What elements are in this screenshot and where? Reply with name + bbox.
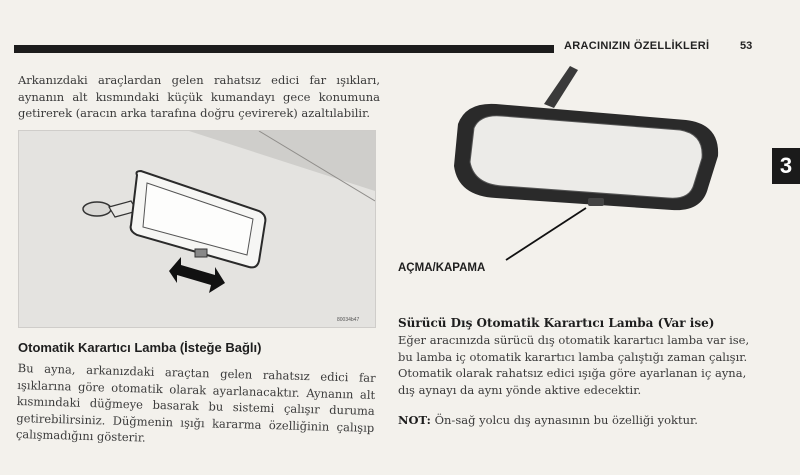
driver-mirror-body: Eğer aracınızda sürücü dış otomatik karartıcı lamba var ise, bu lamba iç otomatik karartıcı lamba çalıştığı zaman çalışır. Otomatik olarak rahatsız edici ışığa göre ayarlanan iç ayna, dış aynayı da aynı yönde aktive edecektir.	[398, 333, 750, 397]
figure-code: 80034b47	[337, 317, 360, 323]
note-label: NOT:	[398, 413, 431, 427]
auto-dimming-heading: Otomatik Karartıcı Lamba (İsteğe Bağlı)	[18, 340, 262, 355]
page-number: 53	[740, 40, 753, 52]
mirror-mount	[83, 202, 111, 216]
chapter-tab: 3	[772, 148, 800, 184]
double-arrow-icon	[169, 257, 225, 293]
auto-dimming-mirror-drawing	[436, 66, 736, 286]
section-title: ARACINIZIN ÖZELLİKLERİ	[564, 40, 710, 52]
driver-mirror-heading: Sürücü Dış Otomatik Karartıcı Lamba (Var ise)	[398, 316, 715, 330]
right-mirror-illustration	[436, 66, 736, 286]
on-off-button	[588, 198, 604, 206]
header-rule	[14, 45, 554, 53]
mirror-stalk	[544, 66, 578, 108]
note-text: Ön-sağ yolcu dış aynasının bu özelliği yoktur.	[430, 413, 698, 427]
intro-paragraph: Arkanızdaki araçlardan gelen rahatsız edici far ışıkları, aynanın alt kısmındaki küçük kumandayı gece konumuna getirerek (aracın arka tarafına doğru çevirerek) azaltılabilir.	[18, 73, 380, 120]
note-paragraph	[398, 412, 754, 429]
auto-dimming-body: Bu ayna, arkanızdaki araçtan gelen rahatsız edici far ışıklarına göre otomatik olarak ayarlanacaktır. Aynanın alt kısmındaki düğmeye basarak bu sistemi çalışır duruma getirebilirsiniz. Düğmenin ışığı kararma özelliğinin çalışıp çalışmadığını gösterir.	[15, 360, 376, 445]
left-mirror-illustration	[18, 130, 376, 328]
callout-line	[506, 208, 586, 260]
day-night-mirror-drawing	[19, 131, 375, 327]
on-off-callout-label: AÇMA/KAPAMA	[398, 262, 486, 274]
windshield-shade	[189, 131, 375, 191]
day-night-tab	[195, 249, 207, 257]
